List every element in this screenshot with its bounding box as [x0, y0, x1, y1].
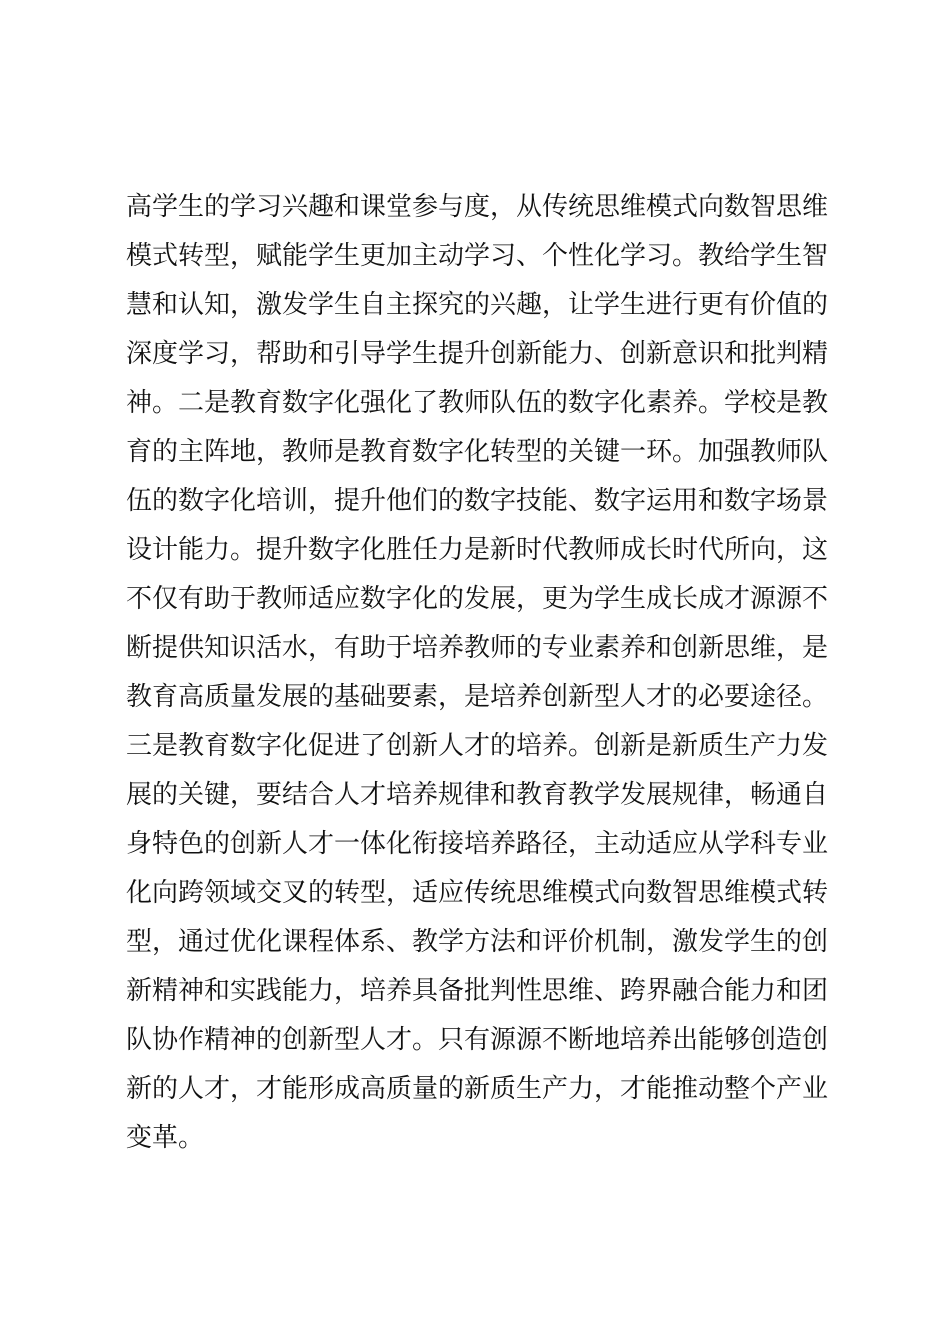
text-line: 高学生的学习兴趣和课堂参与度，从传统思维模式向数智思维: [126, 192, 829, 222]
text-line: 队协作精神的创新型人才。只有源源不断地培养出能够创造创: [126, 1025, 829, 1055]
text-line: 神。二是教育数字化强化了教师队伍的数字化素养。学校是教: [126, 388, 829, 418]
text-line: 设计能力。提升数字化胜任力是新时代教师成长时代所向，这: [126, 535, 829, 565]
text-line: 新的人才，才能形成高质量的新质生产力，才能推动整个产业: [126, 1074, 829, 1104]
text-line: 展的关键，要结合人才培养规律和教育教学发展规律，畅通自: [126, 780, 829, 810]
text-line: 教育高质量发展的基础要素，是培养创新型人才的必要途径。: [126, 682, 829, 712]
text-line: 断提供知识活水，有助于培养教师的专业素养和创新思维，是: [126, 633, 829, 663]
text-line: 模式转型，赋能学生更加主动学习、个性化学习。教给学生智: [126, 241, 829, 271]
body-text: [126, 183, 846, 1163]
text-line: 不仅有助于教师适应数字化的发展，更为学生成长成才源源不: [126, 584, 829, 614]
text-line: 新精神和实践能力，培养具备批判性思维、跨界融合能力和团: [126, 976, 829, 1006]
text-line: 育的主阵地，教师是教育数字化转型的关键一环。加强教师队: [126, 437, 829, 467]
text-line: 慧和认知，激发学生自主探究的兴趣，让学生进行更有价值的: [126, 290, 829, 320]
text-line: 三是教育数字化促进了创新人才的培养。创新是新质生产力发: [126, 731, 829, 761]
text-line: 身特色的创新人才一体化衔接培养路径，主动适应从学科专业: [126, 829, 829, 859]
text-line: 型，通过优化课程体系、教学方法和评价机制，激发学生的创: [126, 927, 829, 957]
text-line: 伍的数字化培训，提升他们的数字技能、数字运用和数字场景: [126, 486, 829, 516]
text-line: 化向跨领域交叉的转型，适应传统思维模式向数智思维模式转: [126, 878, 829, 908]
text-line: 深度学习，帮助和引导学生提升创新能力、创新意识和批判精: [126, 339, 829, 369]
text-line: 变革。: [126, 1123, 205, 1153]
